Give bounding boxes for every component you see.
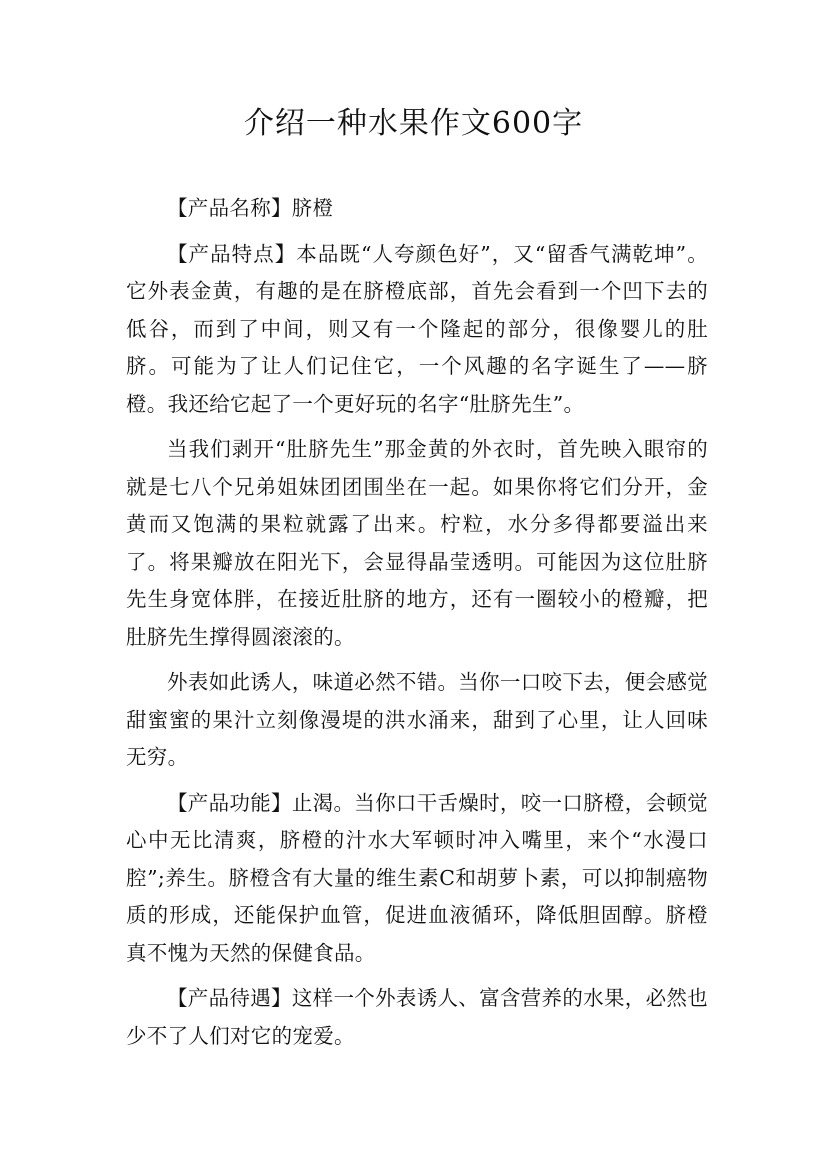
paragraph-product-features: 【产品特点】本品既“人夸颜色好”，又“留香气满乾坤”。它外表金黄，有趣的是在脐橙底部，首先会看到一个凹下去的低谷，而到了中间，则又有一个隆起的部分，很像婴儿的肚脐。可能为了让人们记住它，一个风趣的名字诞生了——脐橙。我还给它起了一个更好玩的名字“肚脐先生”。 <box>126 241 708 416</box>
paragraph-product-function: 【产品功能】止渴。当你口干舌燥时，咬一口脐橙，会顿觉心中无比清爽，脐橙的汁水大军顿时冲入嘴里，来个“水漫口腔”;养生。脐橙含有大量的维生素C和胡萝卜素，可以抑制癌物质的形成，还能保护血管，促进血液循环，降低胆固醇。脐橙真不愧为天然的保健食品。 <box>126 790 708 965</box>
document-body <box>126 190 708 1063</box>
paragraph-product-treatment: 【产品待遇】这样一个外表诱人、富含营养的水果，必然也少不了人们对它的宠爱。 <box>126 986 708 1048</box>
paragraph-product-name: 【产品名称】脐橙 <box>167 196 334 220</box>
document-title: 介绍一种水果作文600字 <box>243 106 584 141</box>
paragraph-peeling: 当我们剥开“肚脐先生”那金黄的外衣时，首先映入眼帘的就是七八个兄弟姐妹团团围坐在一起。如果你将它们分开，金黄而又饱满的果粒就露了出来。柠粒，水分多得都要溢出来了。将果瓣放在阳光下，会显得晶莹透明。可能因为这位肚脐先生身宽体胖，在接近肚脐的地方，还有一圈较小的橙瓣，把肚脐先生撑得圆滚滚的。 <box>126 437 708 649</box>
paragraph-taste: 外表如此诱人，味道必然不错。当你一口咬下去，便会感觉甜蜜蜜的果汁立刻像漫堤的洪水涌来，甜到了心里，让人回味无穷。 <box>126 670 708 769</box>
